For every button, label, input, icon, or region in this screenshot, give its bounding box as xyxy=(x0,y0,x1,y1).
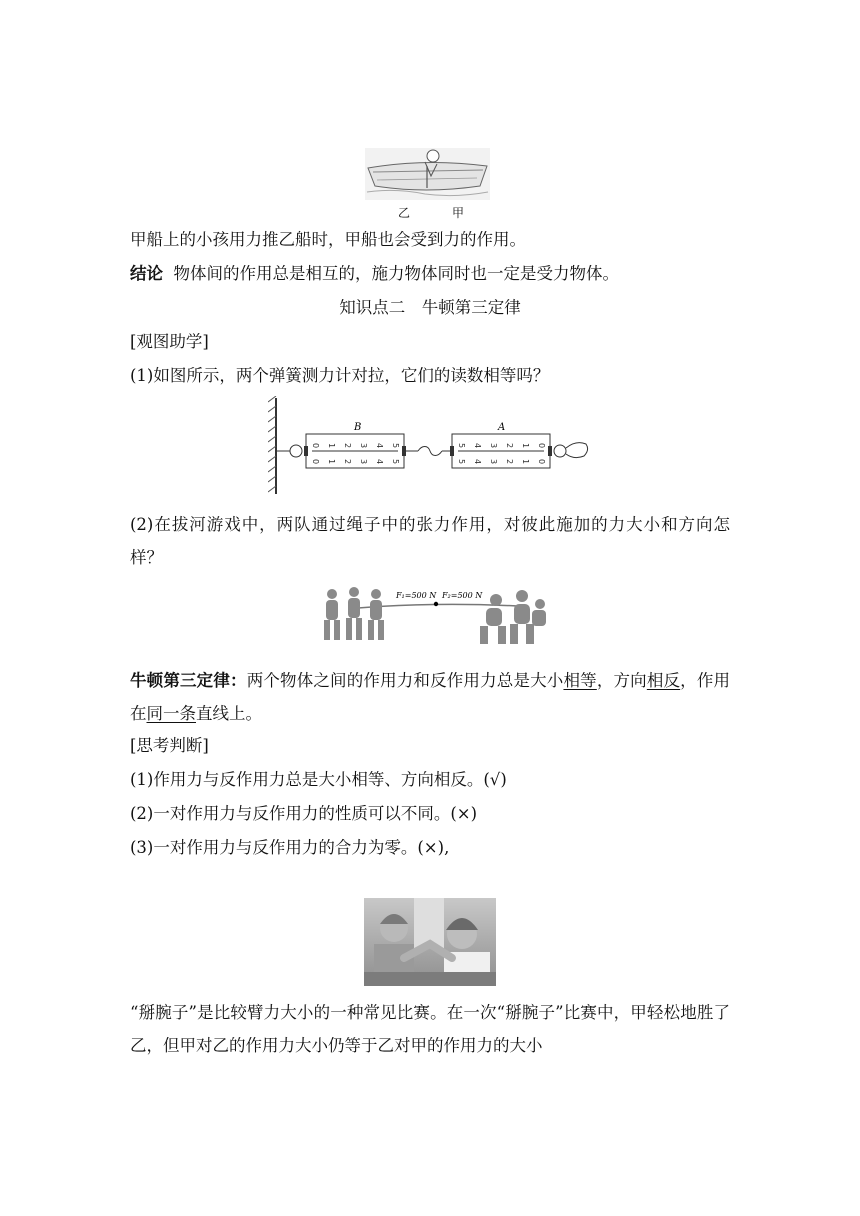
scale-b-tick-label: 2 xyxy=(343,443,352,449)
scale-a-tick-label: 0 xyxy=(537,443,546,449)
boat-label-right: 甲 xyxy=(452,206,465,220)
observe-heading: [观图助学] xyxy=(130,332,209,351)
scale-a-tick-label: 1 xyxy=(521,443,530,449)
boat-label-left: 乙 xyxy=(398,206,411,220)
scale-b-tick-label: 1 xyxy=(327,459,336,465)
arm-wrestling-text: “掰腕子”是比较臂力大小的一种常见比赛。在一次“掰腕子”比赛中，甲轻松地胜了乙，但甲对乙的作用力大小仍等于乙对甲的作用力的大小 xyxy=(130,1003,730,1055)
law-text-3: ，作用在 xyxy=(130,671,731,723)
scale-label-b: B xyxy=(354,422,362,433)
scale-b-tick-label: 5 xyxy=(391,459,400,465)
scale-a-tick-label: 2 xyxy=(505,443,514,449)
think-heading: [思考判断] xyxy=(130,736,209,755)
boat-text: 甲船上的小孩用力推乙船时，甲船也会受到力的作用。 xyxy=(130,230,526,249)
scale-b-tick-label: 5 xyxy=(391,443,400,449)
law-text-4: 直线上。 xyxy=(196,704,262,723)
scale-a-tick-label: 4 xyxy=(473,459,482,465)
scale-a-tick-label: 3 xyxy=(489,443,498,449)
scale-b-tick-label: 1 xyxy=(327,443,336,449)
law-blank-opposite: 相反 xyxy=(646,671,681,690)
scale-b-tick-label: 3 xyxy=(359,459,368,465)
scale-b-tick-label: 4 xyxy=(375,443,384,449)
scale-label-a: A xyxy=(498,422,506,433)
law-blank-same-line: 同一条 xyxy=(146,704,196,723)
scale-a-tick-label: 3 xyxy=(489,459,498,465)
scale-b-tick-label: 0 xyxy=(311,443,320,449)
boat-figure xyxy=(365,148,490,200)
tug-of-war-figure xyxy=(318,582,550,652)
scale-a-tick-label: 4 xyxy=(473,443,482,449)
force-label-f2: F₂=500 N xyxy=(442,591,483,600)
scale-b-tick-label: 3 xyxy=(359,443,368,449)
spring-scale-figure xyxy=(268,396,590,496)
scale-b-tick-label: 4 xyxy=(375,459,384,465)
conclusion-text: 物体间的作用总是相互的，施力物体同时也一定是受力物体。 xyxy=(173,264,619,283)
newton-third-law xyxy=(130,664,730,730)
scale-a-tick-label: 2 xyxy=(505,459,514,465)
section-title: 知识点二 牛顿第三定律 xyxy=(339,298,521,317)
scale-b-tick-label: 0 xyxy=(311,459,320,465)
conclusion-label: 结论 xyxy=(130,264,163,283)
judge-item-1: (1)作用力与反作用力总是大小相等、方向相反。(√) xyxy=(130,770,507,789)
scale-b-tick-label: 2 xyxy=(343,459,352,465)
law-text-2: ，方向 xyxy=(596,671,647,690)
law-blank-equal: 相等 xyxy=(563,671,597,690)
law-label: 牛顿第三定律： xyxy=(130,671,247,690)
scale-a-tick-label: 5 xyxy=(457,459,466,465)
force-label-f1: F₁=500 N xyxy=(396,591,437,600)
judge-item-3: (3)一对作用力与反作用力的合力为零。(×), xyxy=(130,838,450,857)
scale-a-tick-label: 5 xyxy=(457,443,466,449)
question-1: (1)如图所示，两个弹簧测力计对拉，它们的读数相等吗？ xyxy=(130,366,550,385)
scale-a-tick-label: 0 xyxy=(537,459,546,465)
law-text-1: 两个物体之间的作用力和反作用力总是大小 xyxy=(246,671,564,690)
conclusion xyxy=(130,262,619,286)
arm-wrestling-photo xyxy=(364,898,496,986)
scale-a-tick-label: 1 xyxy=(521,459,530,465)
judge-item-2: (2)一对作用力与反作用力的性质可以不同。(×) xyxy=(130,804,478,823)
question-2: (2)在拔河游戏中，两队通过绳子中的张力作用，对彼此施加的力大小和方向怎样？ xyxy=(130,515,730,567)
